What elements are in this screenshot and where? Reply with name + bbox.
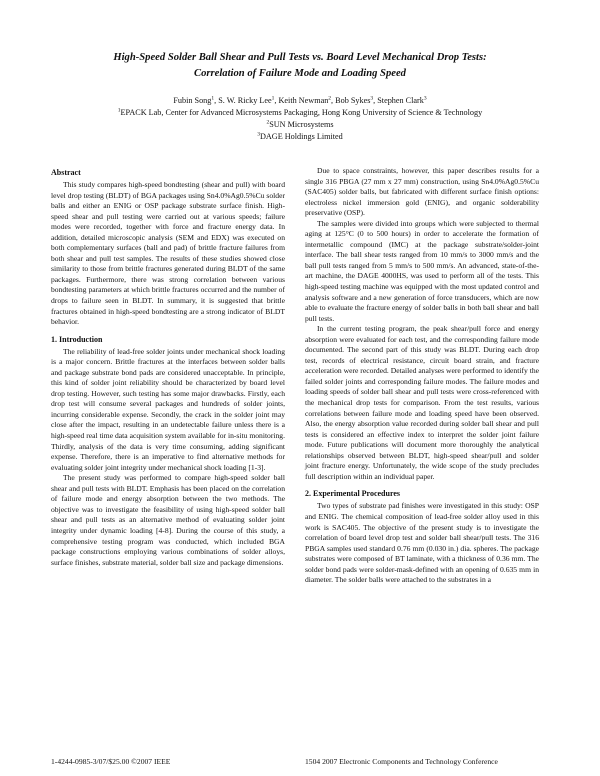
paragraph: Due to space constraints, however, this paper describes results for a single 316 PBGA (27 mm x 27 mm) construction, using Sn4.0%Ag0.5%Cu (SAC405) solder balls, but fabricated with different surface finish options: electroless nickel immersion gold (ENIG), and organic solderability preservative (OSP).: [305, 166, 539, 218]
paragraph: The reliability of lead-free solder joints under mechanical shock loading is a major concern. Brittle fractures at the interfaces between solder balls and package substrate bond pads are considered unacceptable. In principle, this kind of solder joint reliability should be characterized by board level drop testing. However, such testing has some major drawbacks. Firstly, each drop test will consume several packages and hundreds of solder joints, incurring considerable expense. Secondly, the crack in the solder joint may close after the impact, resulting in an undetectable failure unless there is a high-speed real time data acquisition system available for in-situ monitoring. Thirdly, analysis of the data is very time consuming, adding significant expense. Therefore, there is an imperative to find alternative methods for evaluating solder joint integrity under mechanical shock loading [1-3].: [51, 346, 285, 472]
author-name: Fubin Song: [173, 96, 212, 105]
title-line-2: Correlation of Failure Mode and Loading Speed: [194, 68, 406, 79]
affiliation: $^2$SUN Microsystems: [266, 119, 334, 130]
paragraph: In the current testing program, the peak shear/pull force and energy absorption were evaluated for each test, and the corresponding failure mode documented. The second part of this study was BLDT. During each drop test, records of electrical resistance, circuit board strain, and fracture acceleration were recorded. Detailed analyses were performed to identify the failed solder joints and corresponding failure modes. The failure modes and loading speeds of solder ball shear and pull tests were cross-referenced with the mechanical drop tests for comparison. From the test results, various correlations between failure mode and loading speed have been observed. Also, the energy absorption value recorded during solder ball shear and pull tests is considered an effective index to interpret the solder joint failure mode. Future publications will document more thoroughly the analytical relationships observed between BLDT, high-speed shear/pull and solder joint fracture energy. Unfortunately, the wide scope of the study precludes full description within an individual paper.: [305, 324, 539, 481]
section-heading: 2. Experimental Procedures: [305, 489, 401, 499]
title-line-1: High-Speed Solder Ball Shear and Pull Tests vs. Board Level Mechanical Drop Tests:: [113, 52, 487, 63]
affiliation: $^3$DAGE Holdings Limited: [257, 131, 343, 142]
paragraph: The present study was performed to compare high-speed solder ball shear and pull tests with BLDT. Emphasis has been placed on the correlation of failure mode and energy absorption between the two methods. The objective was to investigate the feasibility of using high-speed solder ball shear and pull tests as an alternative method of evaluating solder joint integrity under dynamic loading [4-8]. During the course of this study, a comprehensive testing program was conducted, which included BGA package constructions employing various combinations of solder alloys, surface finishes, substrate material, solder ball size and package dimensions.: [51, 473, 285, 567]
author-names: Fubin Song$^1$, S. W. Ricky Lee$^1$, Keith Newman$^2$, Bob Sykes$^3$, Stephen Clark$^3$: [173, 95, 427, 105]
author-block: [40, 95, 560, 143]
paragraph: The samples were divided into groups which were subjected to thermal aging at 125°C (0 to 500 hours) in order to accelerate the formation of intermetallic compound (IMC) at the package substrate/solder-joint interface. The ball shear tests ranged from 10 mm/s to 3000 mm/s and the ball pull tests ranged from 5 mm/s to 500 mm/s. An advanced, state-of-the-art machine, the DAGE 4000HS, was used to perform all of the tests. This high-speed testing machine was equipped with the most updated control and analysis software and a new generation of force transducers, which are now able to evaluate the fracture energy of solder balls in both ball shear and ball pull tests.: [305, 218, 539, 323]
right-column: [305, 166, 539, 586]
footer-copyright: 1-4244-0985-3/07/$25.00 ©2007 IEEE: [51, 757, 171, 766]
affiliation: $^1$EPACK Lab, Center for Advanced Microsystems Packaging, Hong Kong University of Science & Technology: [117, 107, 483, 118]
left-column: [51, 166, 285, 568]
author-name: Bob Sykes: [335, 96, 371, 105]
paragraph: Two types of substrate pad finishes were investigated in this study: OSP and ENIG. The chemical composition of lead-free solder alloy used in this work is SAC405. The objective of the present study is to investigate the correlation of board level drop test and solder ball shear/pull tests. The 316 PBGA samples used standard 0.76 mm (0.030 in.) dia. spheres. The package substrates were composed of BT laminate, with a thickness of 0.36 mm. The solder bond pads were solder-mask-defined with an opening of 0.635 mm in diameter. The solder balls were attached to the substrates in a: [305, 501, 539, 585]
abstract-heading: Abstract: [51, 168, 81, 177]
section-heading: 1. Introduction: [51, 334, 103, 344]
author-name: Keith Newman: [278, 96, 329, 105]
paper-title: [40, 50, 560, 82]
abstract-text: This study compares high-speed bondtesting (shear and pull) with board level drop testing (BLDT) of BGA packages using Sn4.0%Ag0.5%Cu solder balls and either an ENIG or OSP package substrate surface finish. High-speed shear and pull testing were carried out at various speeds; failure modes were recorded, together with force and fracture energy data. In addition, detailed microscopic analysis (SEM and EDX) was executed on both complementary surfaces (ball and pad) of brittle fracture failures from both shear and pull test samples. The results of these studies showed close similarity to those from brittle fractures generated during BLDT of the same packages. Furthermore, there was strong correlation between various bondtesting parameters at which brittle fractures occurred and the number of drops to failure seen in BLDT. In summary, it is suggested that brittle fractures obtained in high-speed bondtesting are a strong indicator of BLDT behavior.: [51, 180, 285, 327]
author-name: S. W. Ricky Lee: [218, 96, 272, 105]
footer-conference: 1504 2007 Electronic Components and Technology Conference: [305, 757, 498, 766]
author-name: Stephen Clark: [377, 96, 424, 105]
